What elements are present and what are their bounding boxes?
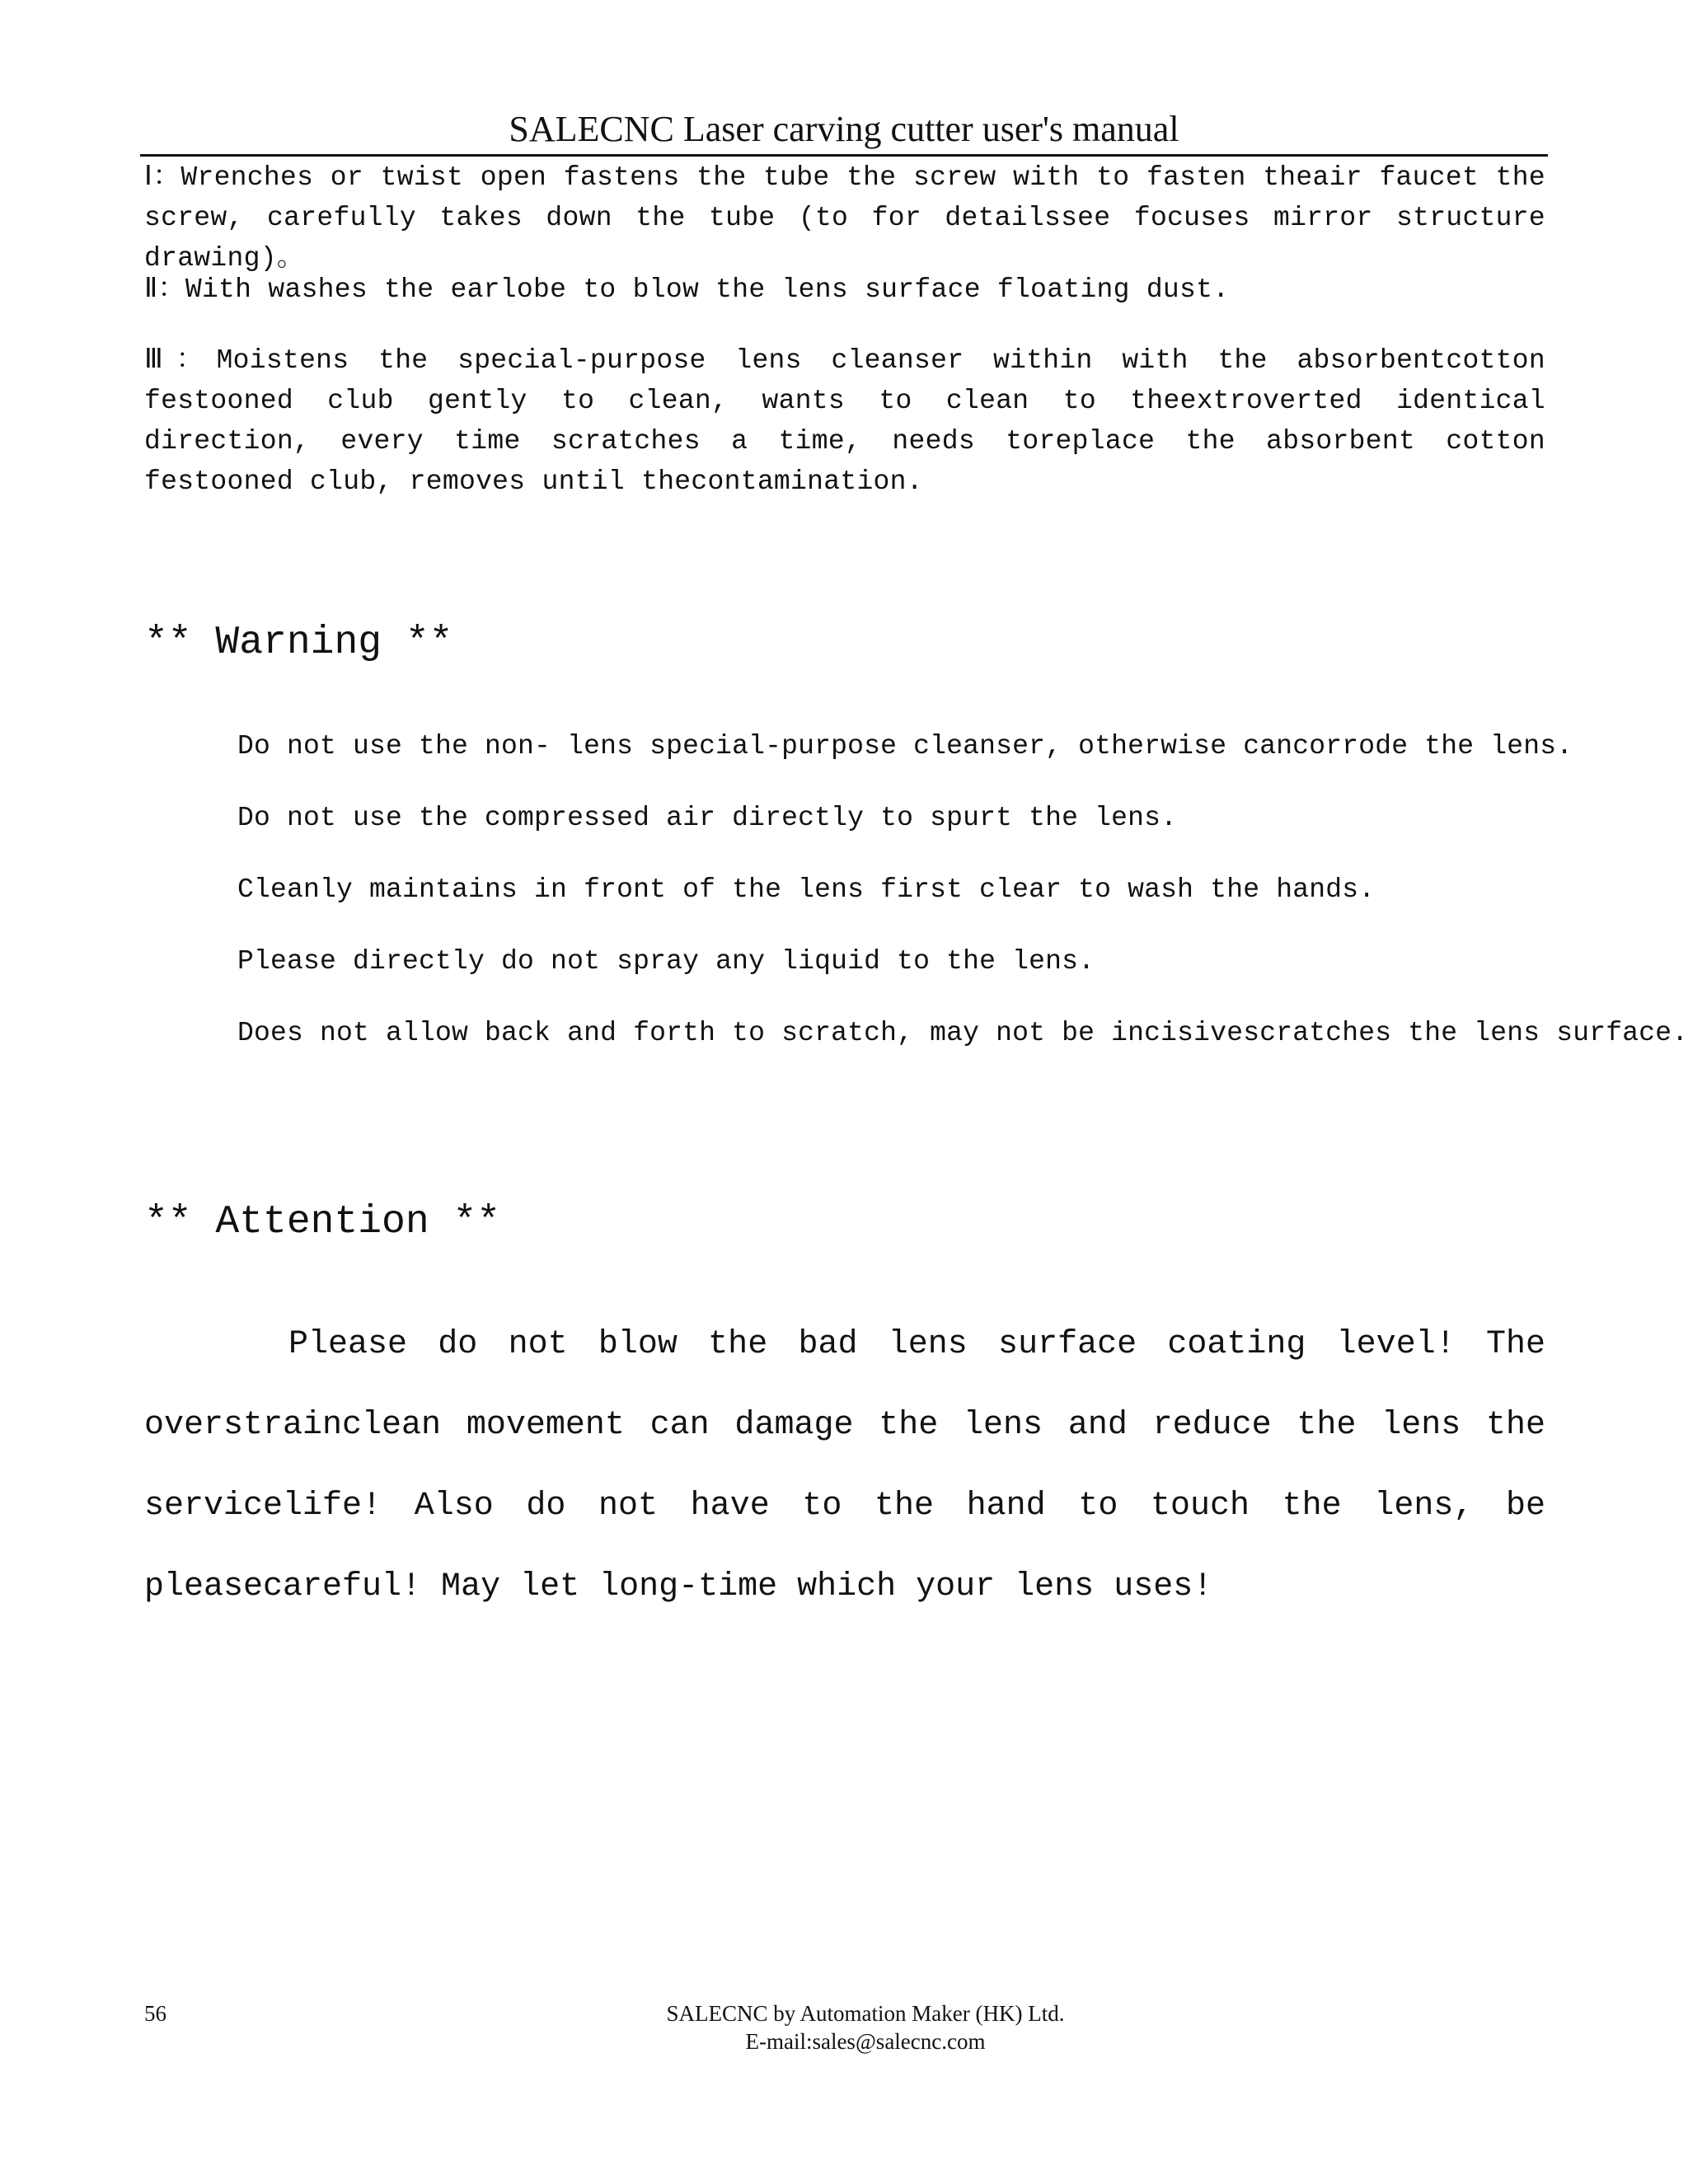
step-text: Moistens the special-purpose lens cleanser within with the absorbentcotton festooned club gently to clean, wants to clean to theextroverted identical direction, every time scratches a time, needs toreplace the absorbent cotton festooned club, removes until thecontamination.: [144, 345, 1546, 497]
step-number: Ⅱ：: [144, 274, 185, 303]
warning-item: Does not allow back and forth to scratch, may not be incisivescratches the lens surface.: [237, 1018, 1688, 1048]
step-text: Wrenches or twist open fastens the tube the screw with to fasten theair faucet the screw, carefully takes down the tube (to for detailssee focuses mirror structure drawing)。: [144, 162, 1545, 274]
page-header-title: SALECNC Laser carving cutter user's manual: [509, 109, 1179, 149]
step-number: Ⅲ：: [144, 344, 217, 374]
warning-item: Do not use the non- lens special-purpose cleanser, otherwise cancorrode the lens.: [237, 731, 1573, 762]
warning-list: [237, 710, 1688, 1069]
footer-company-name: SALECNC by Automation Maker (HK) Ltd.: [666, 2001, 1065, 2026]
warning-item: Do not use the compressed air directly to spurt the lens.: [237, 803, 1178, 833]
step-text: With washes the earlobe to blow the lens surface floating dust.: [185, 274, 1230, 305]
step-number: Ⅰ：: [144, 162, 181, 191]
warning-item: Please directly do not spray any liquid to the lens.: [237, 946, 1095, 977]
page-number: 56: [144, 2001, 166, 2026]
cleaning-step-3: [144, 340, 1545, 502]
footer-email: E-mail:sales@salecnc.com: [745, 2029, 986, 2054]
attention-paragraph: Please do not blow the bad lens surface coating level! The overstrainclean movement can damage the lens and reduce the lens the servicelife! Also do not have to the hand to touch the lens, be pleasecareful! May let long-time which your lens uses!: [144, 1326, 1545, 1605]
attention-heading: ** Attention **: [144, 1200, 501, 1244]
warning-heading: ** Warning **: [144, 621, 453, 665]
warning-item: Cleanly maintains in front of the lens first clear to wash the hands.: [237, 874, 1376, 905]
cleaning-step-1: [144, 157, 1545, 279]
cleaning-step-2: [144, 269, 1545, 310]
